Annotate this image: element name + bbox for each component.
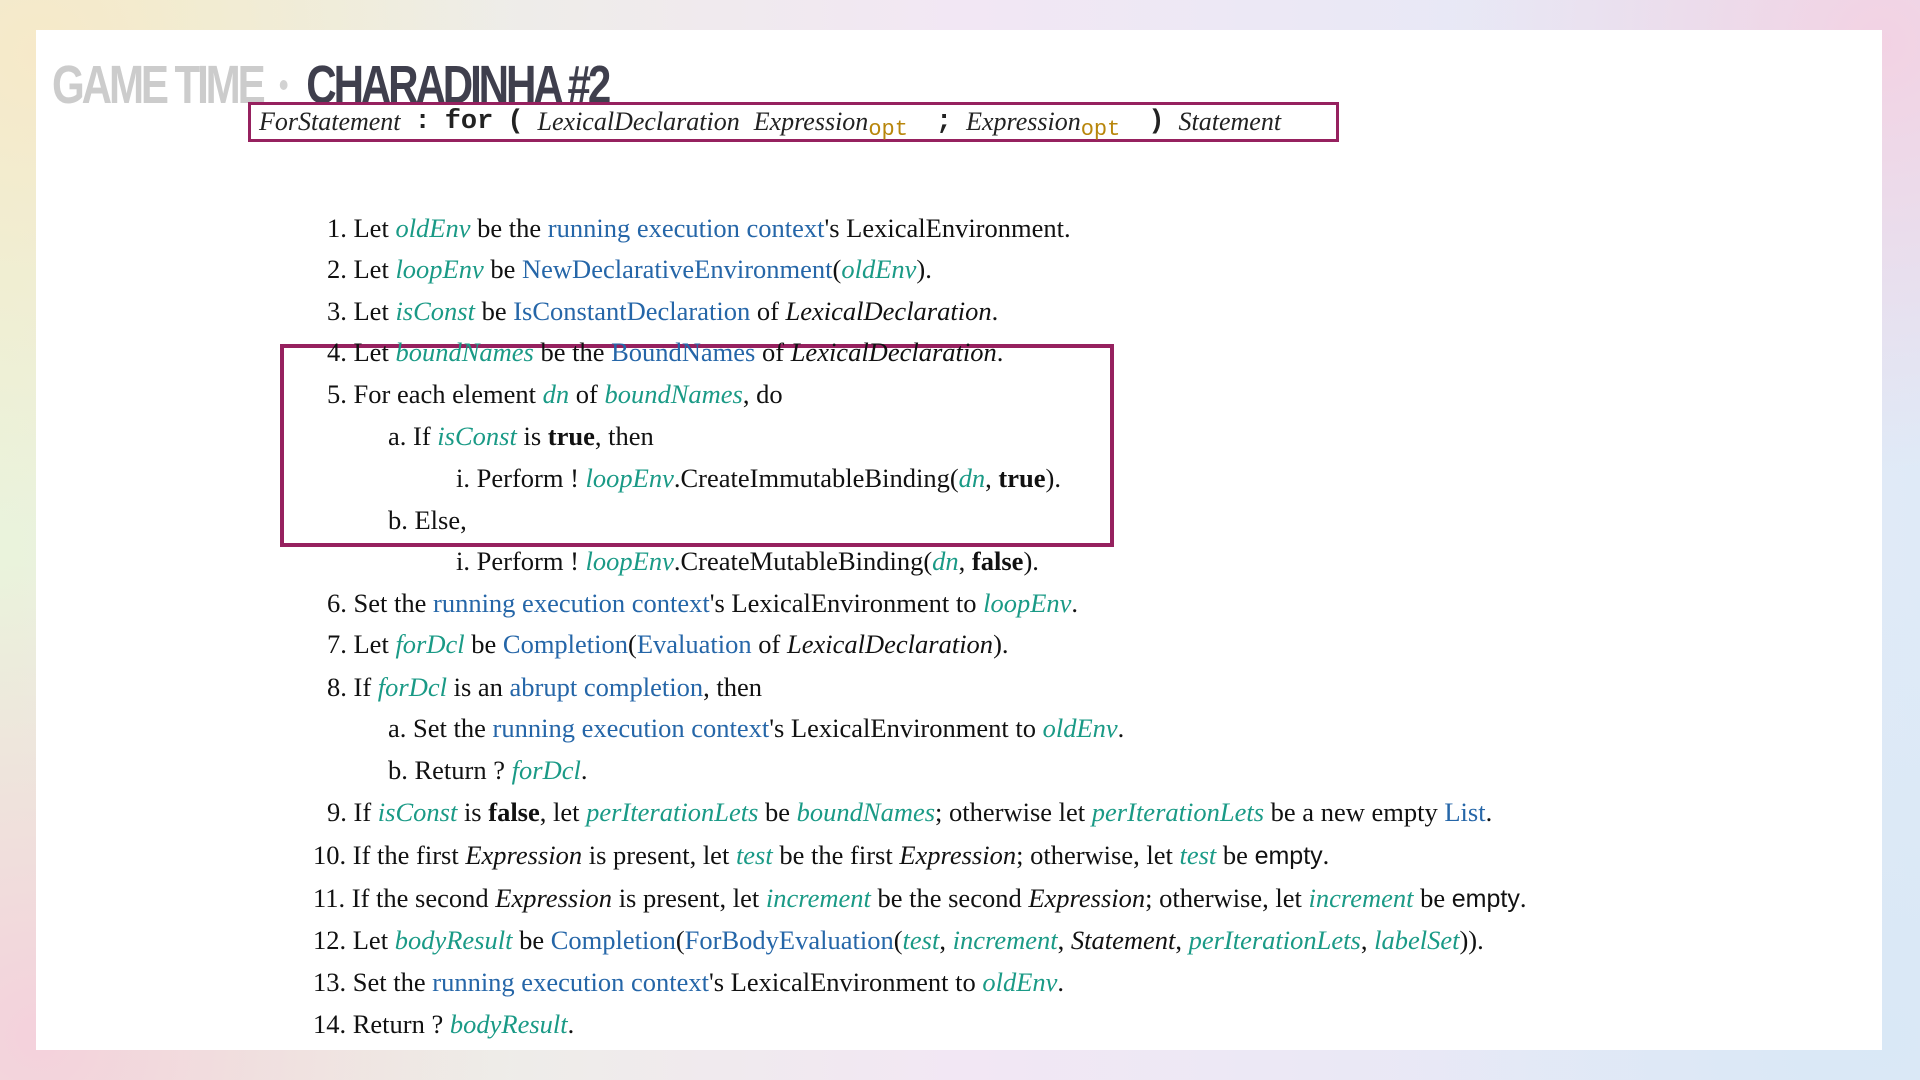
var-forDcl: forDcl — [377, 672, 447, 702]
var-boundNames: boundNames — [796, 797, 936, 827]
link-is-constant-declaration[interactable]: IsConstantDeclaration — [513, 296, 751, 326]
step-number: 4. — [327, 337, 347, 367]
step-number: a. — [388, 421, 407, 451]
text: , — [1360, 925, 1375, 955]
link-running-execution-context[interactable]: running execution context — [432, 967, 709, 997]
text: .CreateImmutableBinding( — [673, 463, 959, 493]
var-oldEnv: oldEnv — [395, 213, 471, 243]
text: , — [1175, 925, 1189, 955]
production-expression-2: Expression — [966, 107, 1081, 136]
text: ). — [1045, 463, 1061, 493]
var-dn: dn — [542, 379, 570, 409]
text: , — [958, 546, 972, 576]
bool-true: true — [547, 421, 595, 451]
var-dn: dn — [958, 463, 986, 493]
text: Let — [353, 296, 396, 326]
var-oldEnv: oldEnv — [982, 967, 1058, 997]
text: . — [996, 337, 1004, 367]
var-loopEnv: loopEnv — [585, 546, 674, 576]
text: is — [516, 421, 548, 451]
text: For each element — [353, 379, 543, 409]
step-14 — [313, 1007, 574, 1041]
text: . — [1519, 883, 1527, 913]
step-number: 12. — [313, 925, 347, 955]
var-bodyResult: bodyResult — [449, 1009, 568, 1039]
opt-subscript-1: opt — [868, 116, 908, 142]
link-running-execution-context[interactable]: running execution context — [547, 213, 825, 243]
bool-false: false — [971, 546, 1024, 576]
var-forDcl: forDcl — [511, 755, 581, 785]
step-number: 9. — [327, 797, 347, 827]
text: be the first — [772, 840, 900, 870]
step-8a — [388, 711, 1124, 745]
var-boundNames: boundNames — [604, 379, 743, 409]
text: be — [483, 254, 523, 284]
production-lexdecl: LexicalDeclaration — [537, 107, 740, 136]
semicolon: ; — [935, 107, 953, 137]
text: . — [580, 755, 588, 785]
var-perIterationLets: perIterationLets — [1091, 797, 1265, 827]
nonterminal: Expression — [465, 840, 583, 870]
text: , — [1057, 925, 1071, 955]
var-test: test — [1179, 840, 1217, 870]
text: of — [750, 296, 786, 326]
text: ). — [1023, 546, 1039, 576]
step-number: 7. — [327, 629, 347, 659]
step-number: b. — [388, 505, 408, 535]
var-loopEnv: loopEnv — [585, 463, 674, 493]
step-number: 8. — [327, 672, 347, 702]
text: If — [353, 672, 378, 702]
step-3 — [327, 294, 998, 328]
production-statement: Statement — [1178, 107, 1282, 136]
step-5b — [388, 503, 467, 537]
step-number: 13. — [313, 967, 347, 997]
link-running-execution-context[interactable]: running execution context — [492, 713, 770, 743]
step-10 — [313, 838, 1329, 872]
value-empty: empty — [1451, 885, 1520, 913]
step-number: 1. — [327, 213, 347, 243]
text: of — [751, 629, 787, 659]
text: be — [758, 797, 797, 827]
nonterminal: Statement — [1070, 925, 1176, 955]
text: . — [991, 296, 999, 326]
var-loopEnv: loopEnv — [395, 254, 484, 284]
link-completion[interactable]: Completion — [550, 925, 676, 955]
grammar-production — [248, 102, 1339, 142]
text: be the — [533, 337, 612, 367]
text: Set the — [352, 967, 433, 997]
var-increment: increment — [952, 925, 1058, 955]
var-increment: increment — [765, 883, 871, 913]
text: be — [1216, 840, 1255, 870]
link-completion[interactable]: Completion — [502, 629, 629, 659]
var-test: test — [735, 840, 773, 870]
text: , — [939, 925, 953, 955]
step-5a-i — [456, 461, 1061, 495]
bool-true: true — [998, 463, 1046, 493]
right-paren: ) — [1148, 107, 1165, 137]
text: Else, — [414, 505, 467, 535]
text: If — [413, 421, 438, 451]
step-number: 11. — [313, 883, 346, 913]
text: ( — [893, 925, 903, 955]
text: Let — [353, 254, 396, 284]
step-9 — [327, 795, 1492, 829]
nonterminal: LexicalDeclaration — [787, 629, 994, 659]
text: .CreateMutableBinding( — [673, 546, 933, 576]
step-number: b. — [388, 755, 408, 785]
text: , do — [742, 379, 783, 409]
production-lhs: ForStatement — [259, 107, 401, 136]
var-forDcl: forDcl — [395, 629, 465, 659]
var-isConst: isConst — [377, 797, 458, 827]
for-keyword: for — [444, 107, 494, 137]
text: ; otherwise, let — [1145, 883, 1309, 913]
step-1 — [327, 211, 1071, 245]
text: of — [569, 379, 605, 409]
section-label: GAME TIME — [52, 55, 263, 115]
step-8 — [327, 670, 762, 704]
text: , then — [594, 421, 654, 451]
link-for-body-evaluation[interactable]: ForBodyEvaluation — [684, 925, 894, 955]
text: of — [755, 337, 791, 367]
nonterminal: LexicalDeclaration — [790, 337, 997, 367]
text: Set the — [353, 588, 433, 618]
text: Perform ! — [476, 463, 586, 493]
text: . — [1117, 713, 1125, 743]
text: be — [512, 925, 551, 955]
step-8b — [388, 753, 587, 787]
text: ; otherwise let — [935, 797, 1092, 827]
var-increment: increment — [1308, 883, 1414, 913]
step-number: i. — [456, 463, 470, 493]
step-11 — [313, 881, 1526, 915]
text: be the — [470, 213, 548, 243]
text: If the first — [352, 840, 466, 870]
text: is an — [446, 672, 510, 702]
text: Return ? — [414, 755, 512, 785]
text: , let — [539, 797, 587, 827]
text: , then — [703, 672, 762, 702]
text: be — [474, 296, 514, 326]
text: 's LexicalEnvironment to — [769, 713, 1043, 743]
step-number: 6. — [327, 588, 347, 618]
text: ). — [993, 629, 1009, 659]
value-empty: empty — [1254, 842, 1323, 870]
step-number: 10. — [313, 840, 347, 870]
step-6 — [327, 586, 1078, 620]
var-labelSet: labelSet — [1374, 925, 1460, 955]
step-number: 3. — [327, 296, 347, 326]
nonterminal: Expression — [1028, 883, 1146, 913]
production-colon: : — [414, 107, 431, 137]
var-oldEnv: oldEnv — [841, 254, 917, 284]
text: , — [985, 463, 999, 493]
text: be the second — [870, 883, 1029, 913]
nonterminal: Expression — [495, 883, 613, 913]
var-dn: dn — [932, 546, 959, 576]
var-test: test — [902, 925, 940, 955]
text: be a new empty — [1264, 797, 1445, 827]
page-title: CHARADINHA #2 — [306, 55, 609, 115]
text: . — [567, 1009, 575, 1039]
text: ; otherwise, let — [1016, 840, 1180, 870]
text: ( — [832, 254, 842, 284]
step-number: i. — [456, 546, 470, 576]
text: ). — [916, 254, 932, 284]
text: . — [1057, 967, 1065, 997]
text: ( — [628, 629, 637, 659]
nonterminal: LexicalDeclaration — [785, 296, 992, 326]
step-12 — [313, 923, 1484, 957]
text: Let — [353, 629, 396, 659]
text: ( — [675, 925, 685, 955]
text: Let — [352, 925, 395, 955]
text: 's LexicalEnvironment to — [709, 588, 984, 618]
text: Let — [353, 337, 396, 367]
text: . — [1071, 588, 1079, 618]
var-boundNames: boundNames — [395, 337, 534, 367]
text: 's LexicalEnvironment. — [824, 213, 1071, 243]
step-13 — [313, 965, 1064, 999]
step-5b-i — [456, 544, 1039, 578]
text: Set the — [413, 713, 493, 743]
text: Perform ! — [476, 546, 586, 576]
text: be — [464, 629, 503, 659]
dot-separator-icon — [280, 80, 288, 90]
text: is present, let — [612, 883, 766, 913]
text: be — [1413, 883, 1452, 913]
step-number: 2. — [327, 254, 347, 284]
var-bodyResult: bodyResult — [394, 925, 513, 955]
step-number: 14. — [313, 1009, 347, 1039]
var-loopEnv: loopEnv — [983, 588, 1072, 618]
link-abrupt-completion[interactable]: abrupt completion — [509, 672, 704, 702]
var-perIterationLets: perIterationLets — [586, 797, 759, 827]
opt-subscript-2: opt — [1080, 116, 1121, 142]
production-expression-1: Expression — [753, 107, 869, 136]
text: If the second — [351, 883, 496, 913]
var-oldEnv: oldEnv — [1042, 713, 1118, 743]
link-evaluation[interactable]: Evaluation — [636, 629, 752, 659]
step-number: a. — [388, 713, 407, 743]
link-new-declarative-environment[interactable]: NewDeclarativeEnvironment — [522, 254, 833, 284]
nonterminal: Expression — [899, 840, 1017, 870]
var-isConst: isConst — [395, 296, 475, 326]
link-bound-names[interactable]: BoundNames — [611, 337, 756, 367]
text: 's LexicalEnvironment to — [708, 967, 983, 997]
text: . — [1322, 840, 1330, 870]
link-running-execution-context[interactable]: running execution context — [433, 588, 710, 618]
text: Return ? — [352, 1009, 450, 1039]
left-paren: ( — [507, 107, 524, 137]
text: is — [457, 797, 489, 827]
step-5a — [388, 419, 654, 453]
text: . — [1485, 797, 1493, 827]
text: )). — [1459, 925, 1484, 955]
var-perIterationLets: perIterationLets — [1188, 925, 1361, 955]
text: Let — [353, 213, 396, 243]
step-4 — [327, 335, 1003, 369]
link-list[interactable]: List — [1444, 797, 1486, 827]
bool-false: false — [488, 797, 540, 827]
text: If — [353, 797, 378, 827]
text: is present, let — [582, 840, 736, 870]
step-2 — [327, 252, 932, 286]
step-number: 5. — [327, 379, 347, 409]
var-isConst: isConst — [437, 421, 517, 451]
step-7 — [327, 627, 1009, 661]
step-5 — [327, 377, 783, 411]
